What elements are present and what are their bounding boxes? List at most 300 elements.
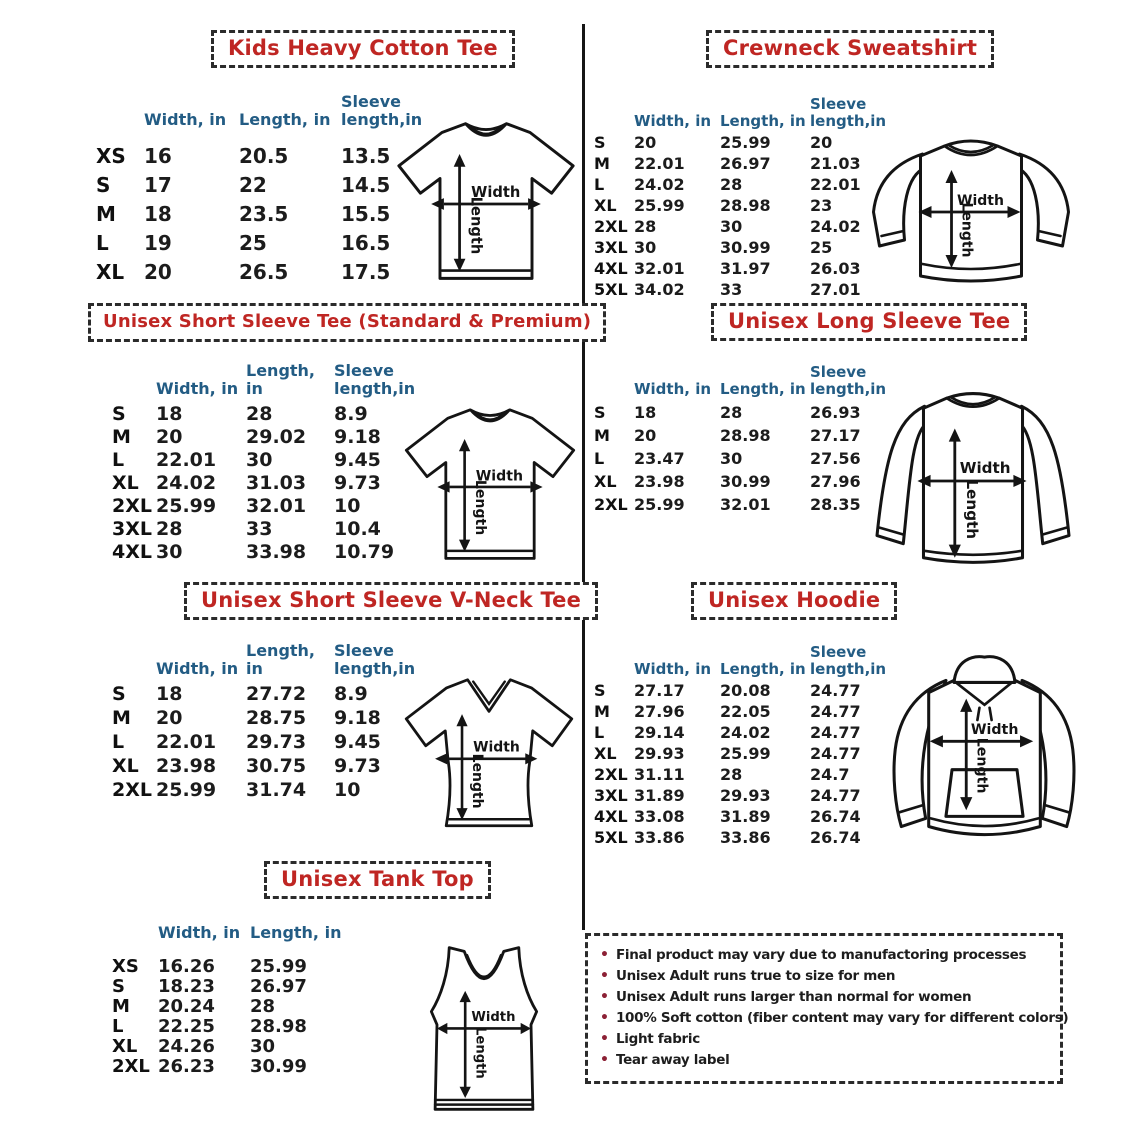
length-value: 25.99	[250, 956, 307, 977]
size-label: L	[594, 175, 605, 194]
length-arrow-label: Length	[471, 479, 488, 536]
size-label: 3XL	[594, 786, 628, 805]
title-unisex-hoodie: Unisex Hoodie	[691, 582, 897, 620]
length-value: 32.01	[720, 495, 771, 514]
width-value: 22.01	[634, 154, 685, 173]
size-label: 2XL	[594, 495, 628, 514]
title-kids-heavy-cotton-tee: Kids Heavy Cotton Tee	[211, 30, 515, 68]
size-row	[112, 754, 414, 778]
length-value: 30	[720, 217, 743, 236]
sleeve-value: 21.03	[810, 154, 861, 173]
sleeve-value: 16.5	[341, 230, 391, 255]
length-value: 30.75	[246, 755, 307, 777]
sleeve-value: 13.5	[341, 143, 391, 168]
size-label: XL	[112, 1036, 138, 1057]
size-row	[112, 517, 414, 540]
column-header-sleeve: Sleeve length,in	[810, 643, 887, 679]
width-value: 18	[144, 201, 172, 226]
size-row	[594, 216, 894, 237]
width-value: 20	[144, 259, 172, 284]
title-unisex-tank-top: Unisex Tank Top	[264, 861, 491, 899]
width-value: 27.17	[634, 681, 685, 700]
size-row	[594, 153, 894, 174]
sleeve-value: 26.03	[810, 259, 861, 278]
width-value: 33.08	[634, 807, 685, 826]
width-value: 25.99	[634, 196, 685, 215]
size-row	[112, 1036, 346, 1056]
size-row	[96, 141, 427, 170]
size-row	[594, 470, 894, 493]
size-table-body	[96, 129, 427, 286]
size-row	[112, 448, 414, 471]
width-value: 20	[634, 426, 657, 445]
bullet-icon: •	[600, 968, 609, 984]
width-value: 20	[156, 707, 183, 729]
sleeve-value: 9.73	[334, 471, 381, 494]
size-label: XS	[112, 956, 139, 977]
sleeve-value: 24.77	[810, 744, 861, 763]
length-arrow-label: Length	[962, 479, 981, 540]
length-value: 24.02	[720, 723, 771, 742]
length-value: 28	[246, 402, 273, 425]
size-label: 2XL	[112, 1056, 150, 1077]
size-label: 4XL	[112, 540, 152, 563]
length-value: 30.99	[250, 1056, 307, 1077]
note-text: Final product may vary due to manufactoring processes	[615, 947, 1027, 963]
sleeve-value: 10	[334, 494, 361, 517]
title-unisex-vneck-tee: Unisex Short Sleeve V-Neck Tee	[184, 582, 598, 620]
width-value: 28	[156, 517, 183, 540]
size-label: M	[112, 707, 131, 729]
size-row	[594, 401, 894, 424]
column-header-width: Width, in	[158, 923, 241, 943]
size-label: S	[112, 976, 125, 997]
title-crewneck-sweatshirt: Crewneck Sweatshirt	[706, 30, 994, 68]
length-value: 28	[720, 403, 743, 422]
size-label: 5XL	[594, 828, 628, 847]
size-label: L	[112, 1016, 124, 1037]
width-value: 24.26	[158, 1036, 215, 1057]
width-value: 31.11	[634, 765, 685, 784]
size-row	[594, 195, 894, 216]
tee-illustration	[396, 396, 584, 576]
width-arrow-label: Width	[957, 193, 1004, 209]
width-value: 17	[144, 172, 172, 197]
sleeve-value: 10.79	[334, 540, 395, 563]
width-value: 22.01	[156, 448, 217, 471]
width-value: 25.99	[156, 779, 217, 801]
length-arrow-label: Length	[469, 753, 486, 809]
column-header-sleeve: Sleeve length,in	[341, 92, 423, 130]
table-header-row	[112, 912, 346, 942]
size-row	[112, 402, 414, 425]
size-row	[112, 1056, 346, 1076]
size-label: XL	[112, 755, 139, 777]
length-value: 29.73	[246, 731, 307, 753]
note-text: 100% Soft cotton (fiber content may vary for different colors)	[615, 1010, 1069, 1026]
column-header-width: Width, in	[156, 379, 239, 399]
size-label: XL	[594, 472, 617, 491]
length-value: 30	[250, 1036, 276, 1057]
size-row	[594, 237, 894, 258]
size-row	[594, 701, 894, 722]
size-label: 5XL	[594, 280, 628, 299]
sleeve-value: 28.35	[810, 495, 861, 514]
length-value: 31.03	[246, 471, 307, 494]
sleeve-value: 24.7	[810, 765, 850, 784]
length-value: 20.5	[239, 143, 289, 168]
size-label: S	[594, 133, 606, 152]
sleeve-value: 27.96	[810, 472, 861, 491]
length-value: 29.93	[720, 786, 771, 805]
sleeve-value: 20	[810, 133, 833, 152]
table-header-row	[112, 352, 414, 398]
size-table-body	[594, 130, 894, 300]
size-row	[594, 827, 894, 848]
size-row	[594, 279, 894, 300]
size-label: L	[96, 230, 109, 255]
width-value: 25.99	[156, 494, 217, 517]
width-value: 29.93	[634, 744, 685, 763]
size-label: L	[112, 448, 125, 471]
width-value: 23.98	[156, 755, 217, 777]
length-value: 25.99	[720, 744, 771, 763]
width-value: 29.14	[634, 723, 685, 742]
column-header-length: Length, in	[720, 112, 806, 131]
size-label: XS	[96, 143, 126, 168]
notes-panel	[585, 933, 1069, 1084]
width-value: 34.02	[634, 280, 685, 299]
size-label: 2XL	[594, 765, 628, 784]
title-unisex-long-sleeve-tee: Unisex Long Sleeve Tee	[711, 303, 1027, 341]
sleeve-value: 24.77	[810, 723, 861, 742]
column-header-length: Length, in	[720, 380, 806, 399]
length-value: 30.99	[720, 238, 771, 257]
sleeve-value: 27.01	[810, 280, 861, 299]
column-header-sleeve: Sleeve length,in	[334, 361, 416, 399]
size-label: 2XL	[112, 779, 152, 801]
size-label: L	[594, 449, 605, 468]
sleeve-value: 24.77	[810, 681, 861, 700]
sleeve-value: 27.56	[810, 449, 861, 468]
width-value: 16	[144, 143, 172, 168]
width-value: 32.01	[634, 259, 685, 278]
size-row	[112, 494, 414, 517]
title-unisex-short-sleeve-tee: Unisex Short Sleeve Tee (Standard & Premium)	[88, 303, 606, 342]
size-label: L	[594, 723, 605, 742]
length-value: 28.98	[250, 1016, 307, 1037]
width-value: 18	[156, 402, 183, 425]
column-header-length: Length, in	[250, 923, 342, 943]
size-label: M	[112, 425, 131, 448]
sleeve-value: 10.4	[334, 517, 381, 540]
bullet-icon: •	[600, 1010, 609, 1026]
size-row	[112, 471, 414, 494]
size-label: XL	[594, 196, 617, 215]
table-header-row	[594, 632, 894, 678]
size-row	[112, 730, 414, 754]
sleeve-value: 14.5	[341, 172, 391, 197]
length-value: 31.89	[720, 807, 771, 826]
sleeve-value: 10	[334, 779, 361, 801]
width-value: 24.02	[156, 471, 217, 494]
width-arrow-label: Width	[471, 184, 521, 202]
length-arrow-label: Length	[973, 737, 990, 794]
size-row	[112, 540, 414, 563]
width-value: 28	[634, 217, 657, 236]
width-value: 26.23	[158, 1056, 215, 1077]
width-value: 18.23	[158, 976, 215, 997]
column-header-width: Width, in	[634, 380, 712, 399]
table-header-row	[594, 352, 894, 398]
size-label: XL	[96, 259, 125, 284]
length-value: 33.98	[246, 540, 307, 563]
size-label: 4XL	[594, 259, 628, 278]
length-value: 33.86	[720, 828, 771, 847]
width-value: 24.02	[634, 175, 685, 194]
width-arrow-label: Width	[475, 468, 524, 485]
long-sleeve-tee-illustration	[856, 386, 1090, 578]
column-header-length: Length, in	[246, 361, 316, 399]
vneck-tee-illustration	[396, 664, 582, 848]
column-header-width: Width, in	[634, 660, 712, 679]
size-row	[594, 258, 894, 279]
sleeve-value: 9.45	[334, 448, 381, 471]
length-value: 25.99	[720, 133, 771, 152]
sleeve-value: 26.74	[810, 807, 861, 826]
sleeve-value: 9.73	[334, 755, 381, 777]
width-value: 18	[156, 683, 183, 705]
column-header-sleeve: Sleeve length,in	[334, 641, 416, 679]
length-value: 26.97	[250, 976, 307, 997]
size-label: 2XL	[594, 217, 628, 236]
sleeve-value: 8.9	[334, 683, 368, 705]
size-row	[96, 199, 427, 228]
width-value: 25.99	[634, 495, 685, 514]
sleeve-value: 9.18	[334, 707, 381, 729]
size-row	[112, 996, 346, 1016]
size-row	[96, 257, 427, 286]
size-row	[594, 680, 894, 701]
note-item	[600, 966, 1048, 987]
sleeve-value: 8.9	[334, 402, 368, 425]
size-row	[112, 682, 414, 706]
table-unisex-hoodie	[594, 632, 894, 848]
width-value: 20	[634, 133, 657, 152]
size-row	[594, 447, 894, 470]
length-value: 27.72	[246, 683, 307, 705]
table-header-row	[96, 83, 427, 129]
size-row	[112, 976, 346, 996]
size-label: 4XL	[594, 807, 628, 826]
width-value: 31.89	[634, 786, 685, 805]
size-label: S	[96, 172, 111, 197]
size-row	[594, 424, 894, 447]
width-value: 33.86	[634, 828, 685, 847]
size-table-body	[112, 942, 346, 1076]
length-value: 30.99	[720, 472, 771, 491]
sweatshirt-illustration	[858, 132, 1084, 302]
width-value: 18	[634, 403, 657, 422]
size-table-body	[594, 678, 894, 848]
column-header-sleeve: Sleeve length,in	[810, 95, 887, 131]
width-value: 22.01	[156, 731, 217, 753]
length-value: 31.74	[246, 779, 307, 801]
hood	[954, 657, 1015, 683]
size-label: M	[96, 201, 116, 226]
size-label: 3XL	[594, 238, 628, 257]
length-value: 29.02	[246, 425, 307, 448]
width-arrow-label: Width	[473, 739, 520, 756]
length-value: 22	[239, 172, 267, 197]
column-header-sleeve: Sleeve length,in	[810, 363, 887, 399]
width-value: 23.47	[634, 449, 685, 468]
length-value: 31.97	[720, 259, 771, 278]
column-header-length: Length, in	[246, 641, 316, 679]
length-arrow-label: Length	[467, 196, 485, 255]
length-value: 20.08	[720, 681, 771, 700]
size-label: M	[594, 426, 610, 445]
column-header-length: Length, in	[239, 110, 331, 130]
size-row	[594, 174, 894, 195]
size-label: M	[112, 996, 130, 1017]
length-value: 30	[720, 449, 743, 468]
size-row	[112, 706, 414, 730]
length-value: 25	[239, 230, 267, 255]
size-label: S	[112, 683, 126, 705]
sleeve-value: 24.02	[810, 217, 861, 236]
length-arrow-label: Length	[958, 202, 975, 258]
size-row	[112, 956, 346, 976]
size-label: M	[594, 154, 610, 173]
table-crewneck-sweatshirt	[594, 84, 894, 300]
size-label: 3XL	[112, 517, 152, 540]
size-row	[112, 778, 414, 802]
table-kids-heavy-cotton-tee	[96, 83, 427, 286]
table-unisex-vneck-tee	[112, 632, 414, 802]
bullet-icon: •	[600, 947, 609, 963]
right-sleeve	[1020, 406, 1069, 543]
size-label: S	[594, 681, 606, 700]
width-arrow-label: Width	[970, 722, 1019, 739]
note-item	[600, 1029, 1048, 1050]
note-text: Light fabric	[615, 1031, 700, 1047]
size-row	[594, 132, 894, 153]
length-value: 28	[250, 996, 276, 1017]
table-header-row	[594, 84, 894, 130]
length-value: 28.75	[246, 707, 307, 729]
width-value: 30	[156, 540, 183, 563]
length-value: 30	[246, 448, 273, 471]
width-arrow-label: Width	[471, 1009, 516, 1025]
note-item	[600, 1008, 1069, 1029]
hoodie-illustration	[874, 652, 1094, 860]
sleeve-value: 23	[810, 196, 833, 215]
bullet-icon: •	[600, 989, 609, 1005]
size-row	[96, 170, 427, 199]
table-unisex-tank-top	[112, 912, 346, 1076]
sleeve-value: 22.01	[810, 175, 861, 194]
bullet-icon: •	[600, 1052, 609, 1068]
sleeve-value: 24.77	[810, 786, 861, 805]
left-sleeve	[877, 406, 926, 543]
size-row	[594, 722, 894, 743]
width-value: 20.24	[158, 996, 215, 1017]
length-value: 26.5	[239, 259, 289, 284]
column-header-width: Width, in	[144, 110, 227, 130]
size-row	[112, 1016, 346, 1036]
length-value: 28.98	[720, 196, 771, 215]
note-item	[600, 945, 1048, 966]
sleeve-value: 27.17	[810, 426, 861, 445]
length-value: 26.97	[720, 154, 771, 173]
size-row	[594, 806, 894, 827]
length-value: 22.05	[720, 702, 771, 721]
length-value: 33	[246, 517, 273, 540]
sleeve-value: 17.5	[341, 259, 391, 284]
size-label: XL	[112, 471, 139, 494]
size-label: 2XL	[112, 494, 152, 517]
width-value: 30	[634, 238, 657, 257]
width-value: 27.96	[634, 702, 685, 721]
width-value: 23.98	[634, 472, 685, 491]
note-item	[600, 1050, 1048, 1071]
size-row	[96, 228, 427, 257]
column-header-width: Width, in	[156, 659, 239, 679]
size-row	[594, 785, 894, 806]
size-table-body	[112, 398, 414, 563]
sleeve-value: 24.77	[810, 702, 861, 721]
width-value: 16.26	[158, 956, 215, 977]
sleeve-value: 26.93	[810, 403, 861, 422]
column-header-width: Width, in	[634, 112, 712, 131]
sleeve-value: 25	[810, 238, 833, 257]
notes-list	[600, 945, 1069, 1071]
length-value: 28	[720, 765, 743, 784]
length-value: 32.01	[246, 494, 307, 517]
size-row	[594, 764, 894, 785]
sleeve-value: 9.18	[334, 425, 381, 448]
size-table-body	[112, 678, 414, 802]
column-header-length: Length, in	[720, 660, 806, 679]
size-row	[594, 743, 894, 764]
size-row	[594, 493, 894, 516]
table-unisex-short-sleeve-tee	[112, 352, 414, 563]
length-value: 28.98	[720, 426, 771, 445]
note-text: Unisex Adult runs larger than normal for women	[615, 989, 972, 1005]
bullet-icon: •	[600, 1031, 609, 1047]
tank-top-illustration	[416, 942, 552, 1130]
size-label: XL	[594, 744, 617, 763]
size-row	[112, 425, 414, 448]
kids-tee-illustration	[388, 110, 584, 296]
size-label: L	[112, 731, 125, 753]
sleeve-value: 15.5	[341, 201, 391, 226]
length-value: 28	[720, 175, 743, 194]
note-text: Unisex Adult runs true to size for men	[615, 968, 896, 984]
sleeve-value: 26.74	[810, 828, 861, 847]
width-value: 19	[144, 230, 172, 255]
size-label: S	[594, 403, 606, 422]
sleeve-value: 9.45	[334, 731, 381, 753]
length-value: 33	[720, 280, 743, 299]
size-label: S	[112, 402, 126, 425]
note-text: Tear away label	[615, 1052, 730, 1068]
length-value: 23.5	[239, 201, 289, 226]
table-header-row	[112, 632, 414, 678]
width-arrow-label: Width	[959, 458, 1011, 477]
size-label: M	[594, 702, 610, 721]
